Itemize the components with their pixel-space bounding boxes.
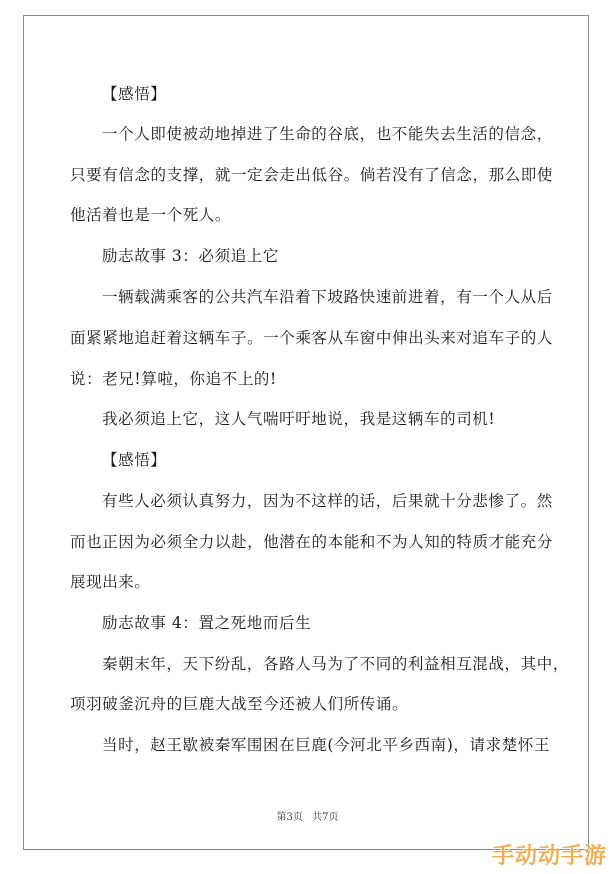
paragraph-line: 说：老兄!算啦，你追不上的! <box>70 370 277 388</box>
paragraph-line: 一个人即使被动地掉进了生命的谷底，也不能失去生活的信念， <box>102 125 553 143</box>
heading-ganwu-1: 【感悟】 <box>102 85 167 103</box>
story-title-3: 励志故事 3：必须追上它 <box>102 247 279 265</box>
paragraph-line: 项羽破釜沉舟的巨鹿大战至今还被人们所传诵。 <box>70 695 409 713</box>
paragraph-line: 当时，赵王歇被秦军围困在巨鹿(今河北平乡西南)，请求楚怀王 <box>102 736 550 754</box>
heading-ganwu-2: 【感悟】 <box>102 451 167 469</box>
page-number-total: 共7页 <box>312 812 339 823</box>
paragraph-line: 而也正因为必须全力以赴，他潜在的本能和不为人知的特质才能充分 <box>70 533 554 551</box>
paragraph-line: 秦朝末年，天下纷乱，各路人马为了不同的利益相互混战，其中， <box>102 655 569 673</box>
page-number-current: 第3页 <box>276 812 303 823</box>
story-title-4: 励志故事 4：置之死地而后生 <box>102 614 312 632</box>
paragraph-line: 一辆载满乘客的公共汽车沿着下坡路快速前进着，有一个人从后 <box>102 288 553 306</box>
page-footer <box>0 808 615 823</box>
paragraph-line: 我必须追上它，这人气喘吁吁地说，我是这辆车的司机! <box>102 410 496 428</box>
paragraph-line: 只要有信念的支撑，就一定会走出低谷。倘若没有了信念，那么即使 <box>70 166 554 184</box>
paragraph-line: 面紧紧地追赶着这辆车子。一个乘客从车窗中伸出头来对追车子的人 <box>70 329 554 347</box>
paragraph-line: 展现出来。 <box>70 573 151 591</box>
paragraph-line: 他活着也是一个死人。 <box>70 206 232 224</box>
site-watermark-logo: 手动动手游 <box>491 844 607 869</box>
paragraph-line: 有些人必须认真努力，因为不这样的话，后果就十分悲惨了。然 <box>102 492 553 510</box>
